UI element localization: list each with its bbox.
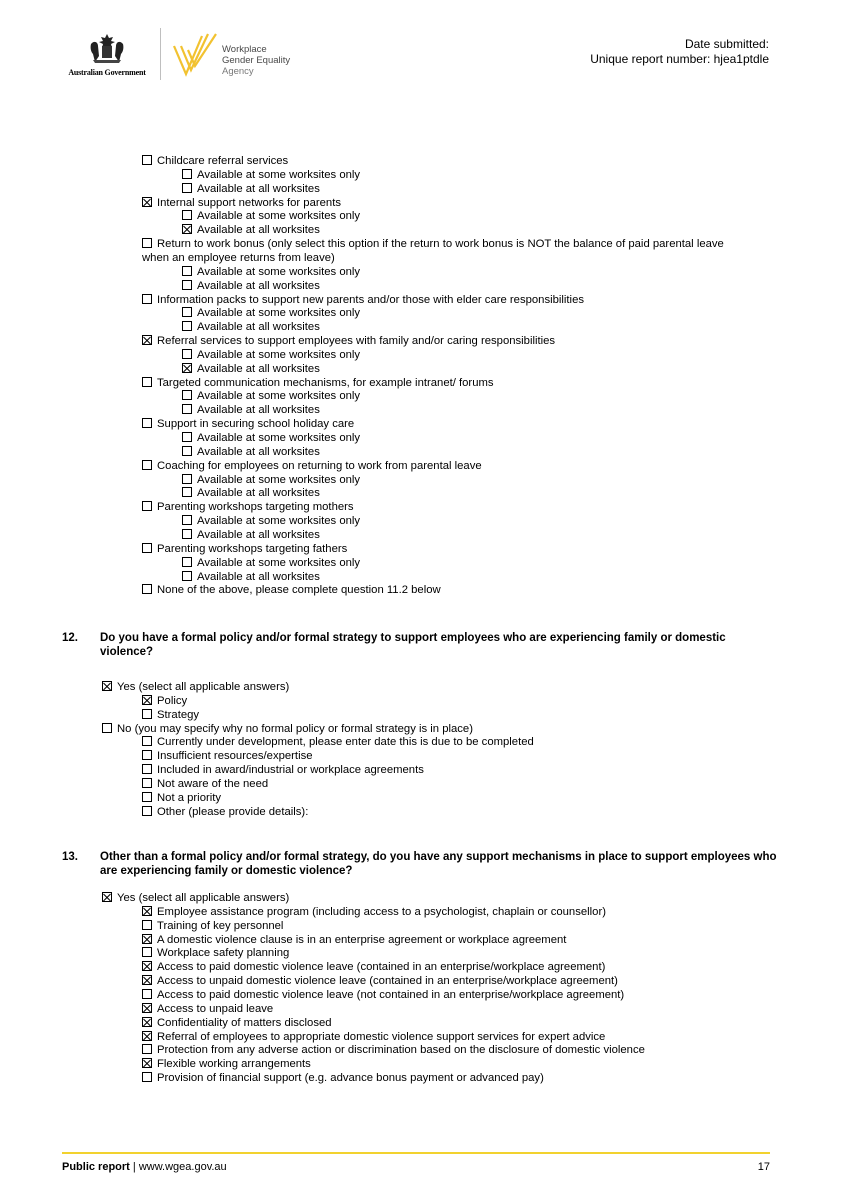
checkbox[interactable] <box>182 321 192 331</box>
option <box>102 681 289 694</box>
option <box>142 335 555 348</box>
checkbox[interactable] <box>182 404 192 414</box>
checkbox[interactable] <box>182 307 192 317</box>
option-label: when an employee returns from leave) <box>142 251 335 264</box>
sub-option <box>182 321 320 334</box>
option <box>142 294 584 307</box>
checkbox[interactable] <box>182 474 192 484</box>
checked-checkbox[interactable] <box>142 961 152 971</box>
option-label: A domestic violence clause is in an enterprise agreement or workplace agreement <box>157 933 567 946</box>
option <box>142 197 341 210</box>
sub-option <box>182 529 320 542</box>
option-label: Available at all worksites <box>197 321 320 334</box>
checkbox[interactable] <box>182 571 192 581</box>
checkbox[interactable] <box>142 1044 152 1054</box>
checkbox[interactable] <box>142 377 152 387</box>
option-label: Childcare referral services <box>157 155 289 167</box>
wgea-name-line: Workplace <box>222 44 267 55</box>
checkbox[interactable] <box>182 266 192 276</box>
option <box>142 252 335 265</box>
sub-option <box>142 709 199 722</box>
option-label: Access to unpaid domestic violence leave (contained in an enterprise/workplace agreement) <box>157 975 618 988</box>
wgea-tick-icon <box>172 30 226 80</box>
checkbox[interactable] <box>142 736 152 746</box>
checked-checkbox[interactable] <box>102 681 112 691</box>
checkbox[interactable] <box>142 1072 152 1082</box>
sub-option <box>142 961 605 974</box>
option-label: Workplace safety planning <box>157 947 290 960</box>
option <box>102 892 289 905</box>
checked-checkbox[interactable] <box>142 934 152 944</box>
option-label: Flexible working arrangements <box>157 1058 311 1071</box>
sub-option <box>142 1072 544 1085</box>
sub-option <box>142 1044 645 1057</box>
option-label: Not a priority <box>157 791 222 804</box>
option-label: Access to paid domestic violence leave (not contained in an enterprise/workplace agreement) <box>157 988 625 1001</box>
sub-option <box>182 183 320 196</box>
checkbox[interactable] <box>182 280 192 290</box>
option-label: Available at all worksites <box>197 404 320 417</box>
sub-option <box>142 975 618 988</box>
option-label: Available at all worksites <box>197 182 320 195</box>
checkbox[interactable] <box>182 515 192 525</box>
sub-option <box>142 736 534 749</box>
option-label: Parenting workshops targeting mothers <box>157 501 354 514</box>
checkbox[interactable] <box>142 920 152 930</box>
option <box>142 418 354 431</box>
page-number: 17 <box>757 1161 770 1173</box>
option-label: Referral services to support employees with family and/or caring responsibilities <box>157 335 556 348</box>
coat-of-arms-icon <box>85 32 129 66</box>
report-meta <box>590 37 769 67</box>
option-label: Protection from any adverse action or discrimination based on the disclosure of domestic violence <box>157 1044 645 1057</box>
checkbox[interactable] <box>182 446 192 456</box>
option-label: Internal support networks for parents <box>157 196 341 209</box>
checkbox[interactable] <box>142 989 152 999</box>
page-header <box>0 0 849 100</box>
option-label: Access to paid domestic violence leave (contained in an enterprise/workplace agreement) <box>157 961 606 974</box>
option-label: Yes (select all applicable answers) <box>117 892 290 904</box>
sub-option <box>182 557 360 570</box>
checkbox[interactable] <box>182 432 192 442</box>
sub-option <box>142 947 289 960</box>
option-label: Available at all worksites <box>197 279 320 292</box>
logo-divider <box>160 28 161 80</box>
option-label: Parenting workshops targeting fathers <box>157 542 348 555</box>
checkbox[interactable] <box>182 529 192 539</box>
option <box>142 460 482 473</box>
sub-option <box>182 515 360 528</box>
option <box>142 155 288 168</box>
option-label: Confidentiality of matters disclosed <box>157 1016 332 1029</box>
option-label: Available at all worksites <box>197 487 320 500</box>
option <box>142 377 494 390</box>
checkbox[interactable] <box>182 487 192 497</box>
option-label: No (you may specify why no formal policy or formal strategy is in place) <box>117 722 473 735</box>
checkbox[interactable] <box>142 764 152 774</box>
sub-option <box>182 487 320 500</box>
date-submitted-label: Date submitted: <box>684 37 769 51</box>
sub-option <box>182 446 320 459</box>
checkbox[interactable] <box>182 390 192 400</box>
sub-option <box>182 210 360 223</box>
sub-option <box>182 404 320 417</box>
option-label: Available at all worksites <box>197 528 320 541</box>
checkbox[interactable] <box>182 349 192 359</box>
sub-option <box>142 906 606 919</box>
page-footer <box>62 1161 770 1173</box>
option-label: Yes (select all applicable answers) <box>117 681 290 693</box>
option <box>142 543 347 556</box>
option-label: Available at some worksites only <box>197 473 361 486</box>
australian-government-logo <box>62 32 152 82</box>
option-label: Information packs to support new parents and/or those with elder care responsibilities <box>157 293 584 306</box>
footer-separator: | <box>129 1161 139 1173</box>
option-label: Available at all worksites <box>197 362 320 375</box>
option-label: Available at some worksites only <box>197 307 361 320</box>
sub-option <box>182 474 360 487</box>
option-label: None of the above, please complete question 11.2 below <box>157 584 441 597</box>
option-label: Available at all worksites <box>197 445 320 458</box>
checkbox[interactable] <box>102 723 112 733</box>
footer-label: Public report <box>62 1161 130 1173</box>
checked-checkbox[interactable] <box>102 892 112 902</box>
sub-option <box>142 1017 332 1030</box>
sub-option <box>142 989 624 1002</box>
checkbox[interactable] <box>142 294 152 304</box>
sub-option <box>182 349 360 362</box>
checked-checkbox[interactable] <box>142 1003 152 1013</box>
question-text: Other than a formal policy and/or formal strategy, do you have any support mechanisms in place to support employees who are experiencing family or domestic violence? <box>100 851 777 877</box>
option-label: Included in award/industrial or workplace agreements <box>157 764 424 777</box>
sub-option <box>142 1058 311 1071</box>
option <box>142 584 441 597</box>
option-label: Available at some worksites only <box>197 348 361 361</box>
sub-option <box>142 934 566 947</box>
question-number: 13. <box>62 851 78 863</box>
option-label: Available at some worksites only <box>197 556 361 569</box>
option-label: Employee assistance program (including access to a psychologist, chaplain or counsellor) <box>157 905 606 918</box>
option-label: Support in securing school holiday care <box>157 418 355 431</box>
checkbox[interactable] <box>182 557 192 567</box>
checked-checkbox[interactable] <box>142 975 152 985</box>
question-text: Do you have a formal policy and/or formal strategy to support employees who are experiencing family or domestic violence? <box>100 632 726 658</box>
checkbox[interactable] <box>142 778 152 788</box>
option-label: Available at some worksites only <box>197 390 361 403</box>
sub-option <box>182 571 320 584</box>
option-label: Available at some worksites only <box>197 210 361 223</box>
option <box>142 501 354 514</box>
sub-option <box>142 1031 605 1044</box>
option-label: Insufficient resources/expertise <box>157 750 313 763</box>
checkbox[interactable] <box>142 750 152 760</box>
option-label: Available at some worksites only <box>197 432 361 444</box>
sub-option <box>182 307 360 320</box>
government-wordmark: Australian Government <box>68 68 146 77</box>
sub-option <box>142 806 308 819</box>
sub-option <box>182 363 320 376</box>
option-label: Training of key personnel <box>157 919 284 932</box>
sub-option <box>142 1003 273 1016</box>
option <box>102 723 473 736</box>
sub-option <box>182 266 360 279</box>
option-label: Policy <box>157 694 188 707</box>
checked-checkbox[interactable] <box>142 335 152 345</box>
option-label: Available at all worksites <box>197 224 320 237</box>
sub-option <box>142 778 268 791</box>
checked-checkbox[interactable] <box>142 1058 152 1068</box>
sub-option <box>182 432 360 445</box>
option-label: Access to unpaid leave <box>157 1002 274 1015</box>
option-label: Available at some worksites only <box>197 168 361 181</box>
option-label: Available at all worksites <box>197 570 320 583</box>
checked-checkbox[interactable] <box>182 363 192 373</box>
checked-checkbox[interactable] <box>142 695 152 705</box>
sub-option <box>142 695 187 708</box>
option-label: Other (please provide details): <box>157 805 309 818</box>
checked-checkbox[interactable] <box>182 224 192 234</box>
option-label: Referral of employees to appropriate domestic violence support services for expert advice <box>157 1030 606 1043</box>
option-label: Provision of financial support (e.g. advance bonus payment or advanced pay) <box>157 1072 544 1085</box>
sub-option <box>182 280 320 293</box>
option-label: Available at some worksites only <box>197 265 361 278</box>
checkbox[interactable] <box>142 155 152 165</box>
checked-checkbox[interactable] <box>142 906 152 916</box>
wgea-logo <box>172 30 292 80</box>
sub-option <box>182 390 360 403</box>
option-label: Return to work bonus (only select this option if the return to work bonus is NOT the balance of paid parental leave <box>157 238 724 251</box>
unique-report-number: Unique report number: hjea1ptdle <box>590 52 769 66</box>
checkbox[interactable] <box>142 418 152 428</box>
checkbox[interactable] <box>182 210 192 220</box>
sub-option <box>142 750 313 763</box>
checked-checkbox[interactable] <box>142 1031 152 1041</box>
checked-checkbox[interactable] <box>142 1017 152 1027</box>
checkbox[interactable] <box>142 238 152 248</box>
option-label: Targeted communication mechanisms, for example intranet/ forums <box>157 376 494 389</box>
option-label: Available at some worksites only <box>197 515 361 528</box>
wgea-name-line: Gender Equality <box>222 55 291 66</box>
checkbox[interactable] <box>142 806 152 816</box>
sub-option <box>182 224 320 237</box>
checked-checkbox[interactable] <box>142 197 152 207</box>
checkbox[interactable] <box>142 792 152 802</box>
question-number: 12. <box>62 632 78 644</box>
sub-option <box>142 920 283 933</box>
checkbox[interactable] <box>142 584 152 594</box>
sub-option <box>182 169 360 182</box>
footer-site: www.wgea.gov.au <box>138 1161 227 1173</box>
checkbox[interactable] <box>142 501 152 511</box>
option <box>142 238 724 251</box>
checkbox[interactable] <box>182 169 192 179</box>
option-label: Not aware of the need <box>157 777 269 790</box>
checkbox[interactable] <box>142 947 152 957</box>
checkbox[interactable] <box>142 460 152 470</box>
checkbox[interactable] <box>142 543 152 553</box>
checkbox[interactable] <box>182 183 192 193</box>
option-label: Currently under development, please enter date this is due to be completed <box>157 736 534 749</box>
option-label: Coaching for employees on returning to work from parental leave <box>157 459 482 472</box>
checkbox[interactable] <box>142 709 152 719</box>
option-label: Strategy <box>157 708 200 721</box>
sub-option <box>142 792 221 805</box>
wgea-name-line: Agency <box>222 66 254 77</box>
sub-option <box>142 764 424 777</box>
footer-rule <box>62 1152 770 1154</box>
